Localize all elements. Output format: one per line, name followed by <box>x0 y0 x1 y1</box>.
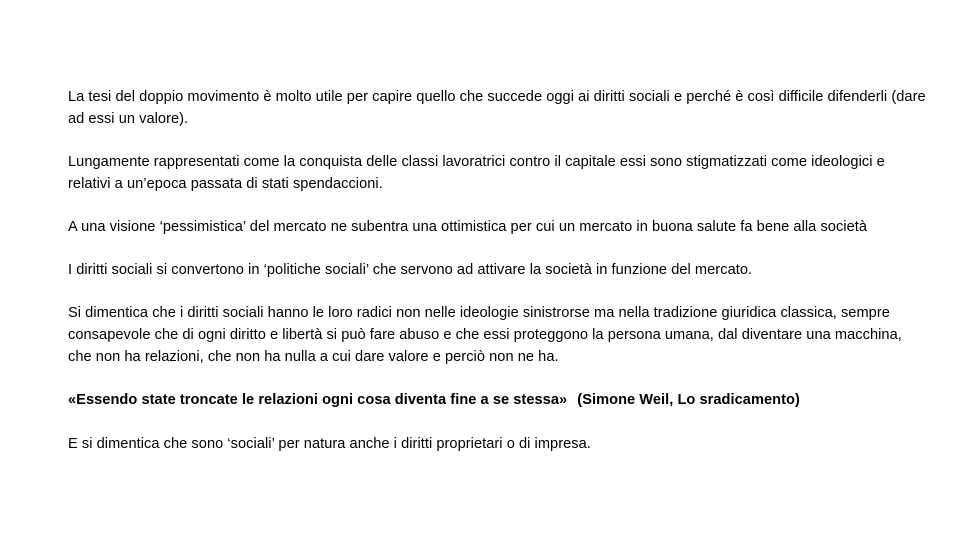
paragraph-legal-tradition: Si dimentica che i diritti sociali hanno le loro radici non nelle ideologie sinistrorse ma nella tradizione giuridica classica, sempre consapevole che di ogni diritto e libertà si può fare abuso e che essi proteggono la persona umana, dal diventare una macchina, che non ha relazioni, che non ha nulla a cui dare valore e perciò non ne ha. <box>68 305 902 365</box>
paragraph-optimistic-market: A una visione ‘pessimistica’ del mercato ne subentra una ottimistica per cui un mercato in buona salute fa bene alla società <box>68 219 868 235</box>
paragraph-double-movement: La tesi del doppio movimento è molto utile per capire quello che succede oggi ai diritti sociali e perché è così difficile difenderli (dare ad essi un valore). <box>68 89 926 127</box>
weil-quote: «Essendo state troncate le relazioni ogni cosa diventa fine a se stessa» <box>68 392 568 408</box>
paragraph-closing: E si dimentica che sono ‘sociali’ per natura anche i diritti proprietari o di impresa. <box>68 436 591 452</box>
slide-body <box>68 86 928 476</box>
paragraph-stigmatized-rights: Lungamente rappresentati come la conquista delle classi lavoratrici contro il capitale essi sono stigmatizzati come ideologici e relativi a un’epoca passata di stati spendaccioni. <box>68 154 885 192</box>
weil-quote-line <box>68 389 928 411</box>
paragraph-social-policies: I diritti sociali si convertono in ‘politiche sociali’ che servono ad attivare la società in funzione del mercato. <box>68 262 753 278</box>
quote-citation: (Simone Weil, Lo sradicamento) <box>577 392 800 408</box>
